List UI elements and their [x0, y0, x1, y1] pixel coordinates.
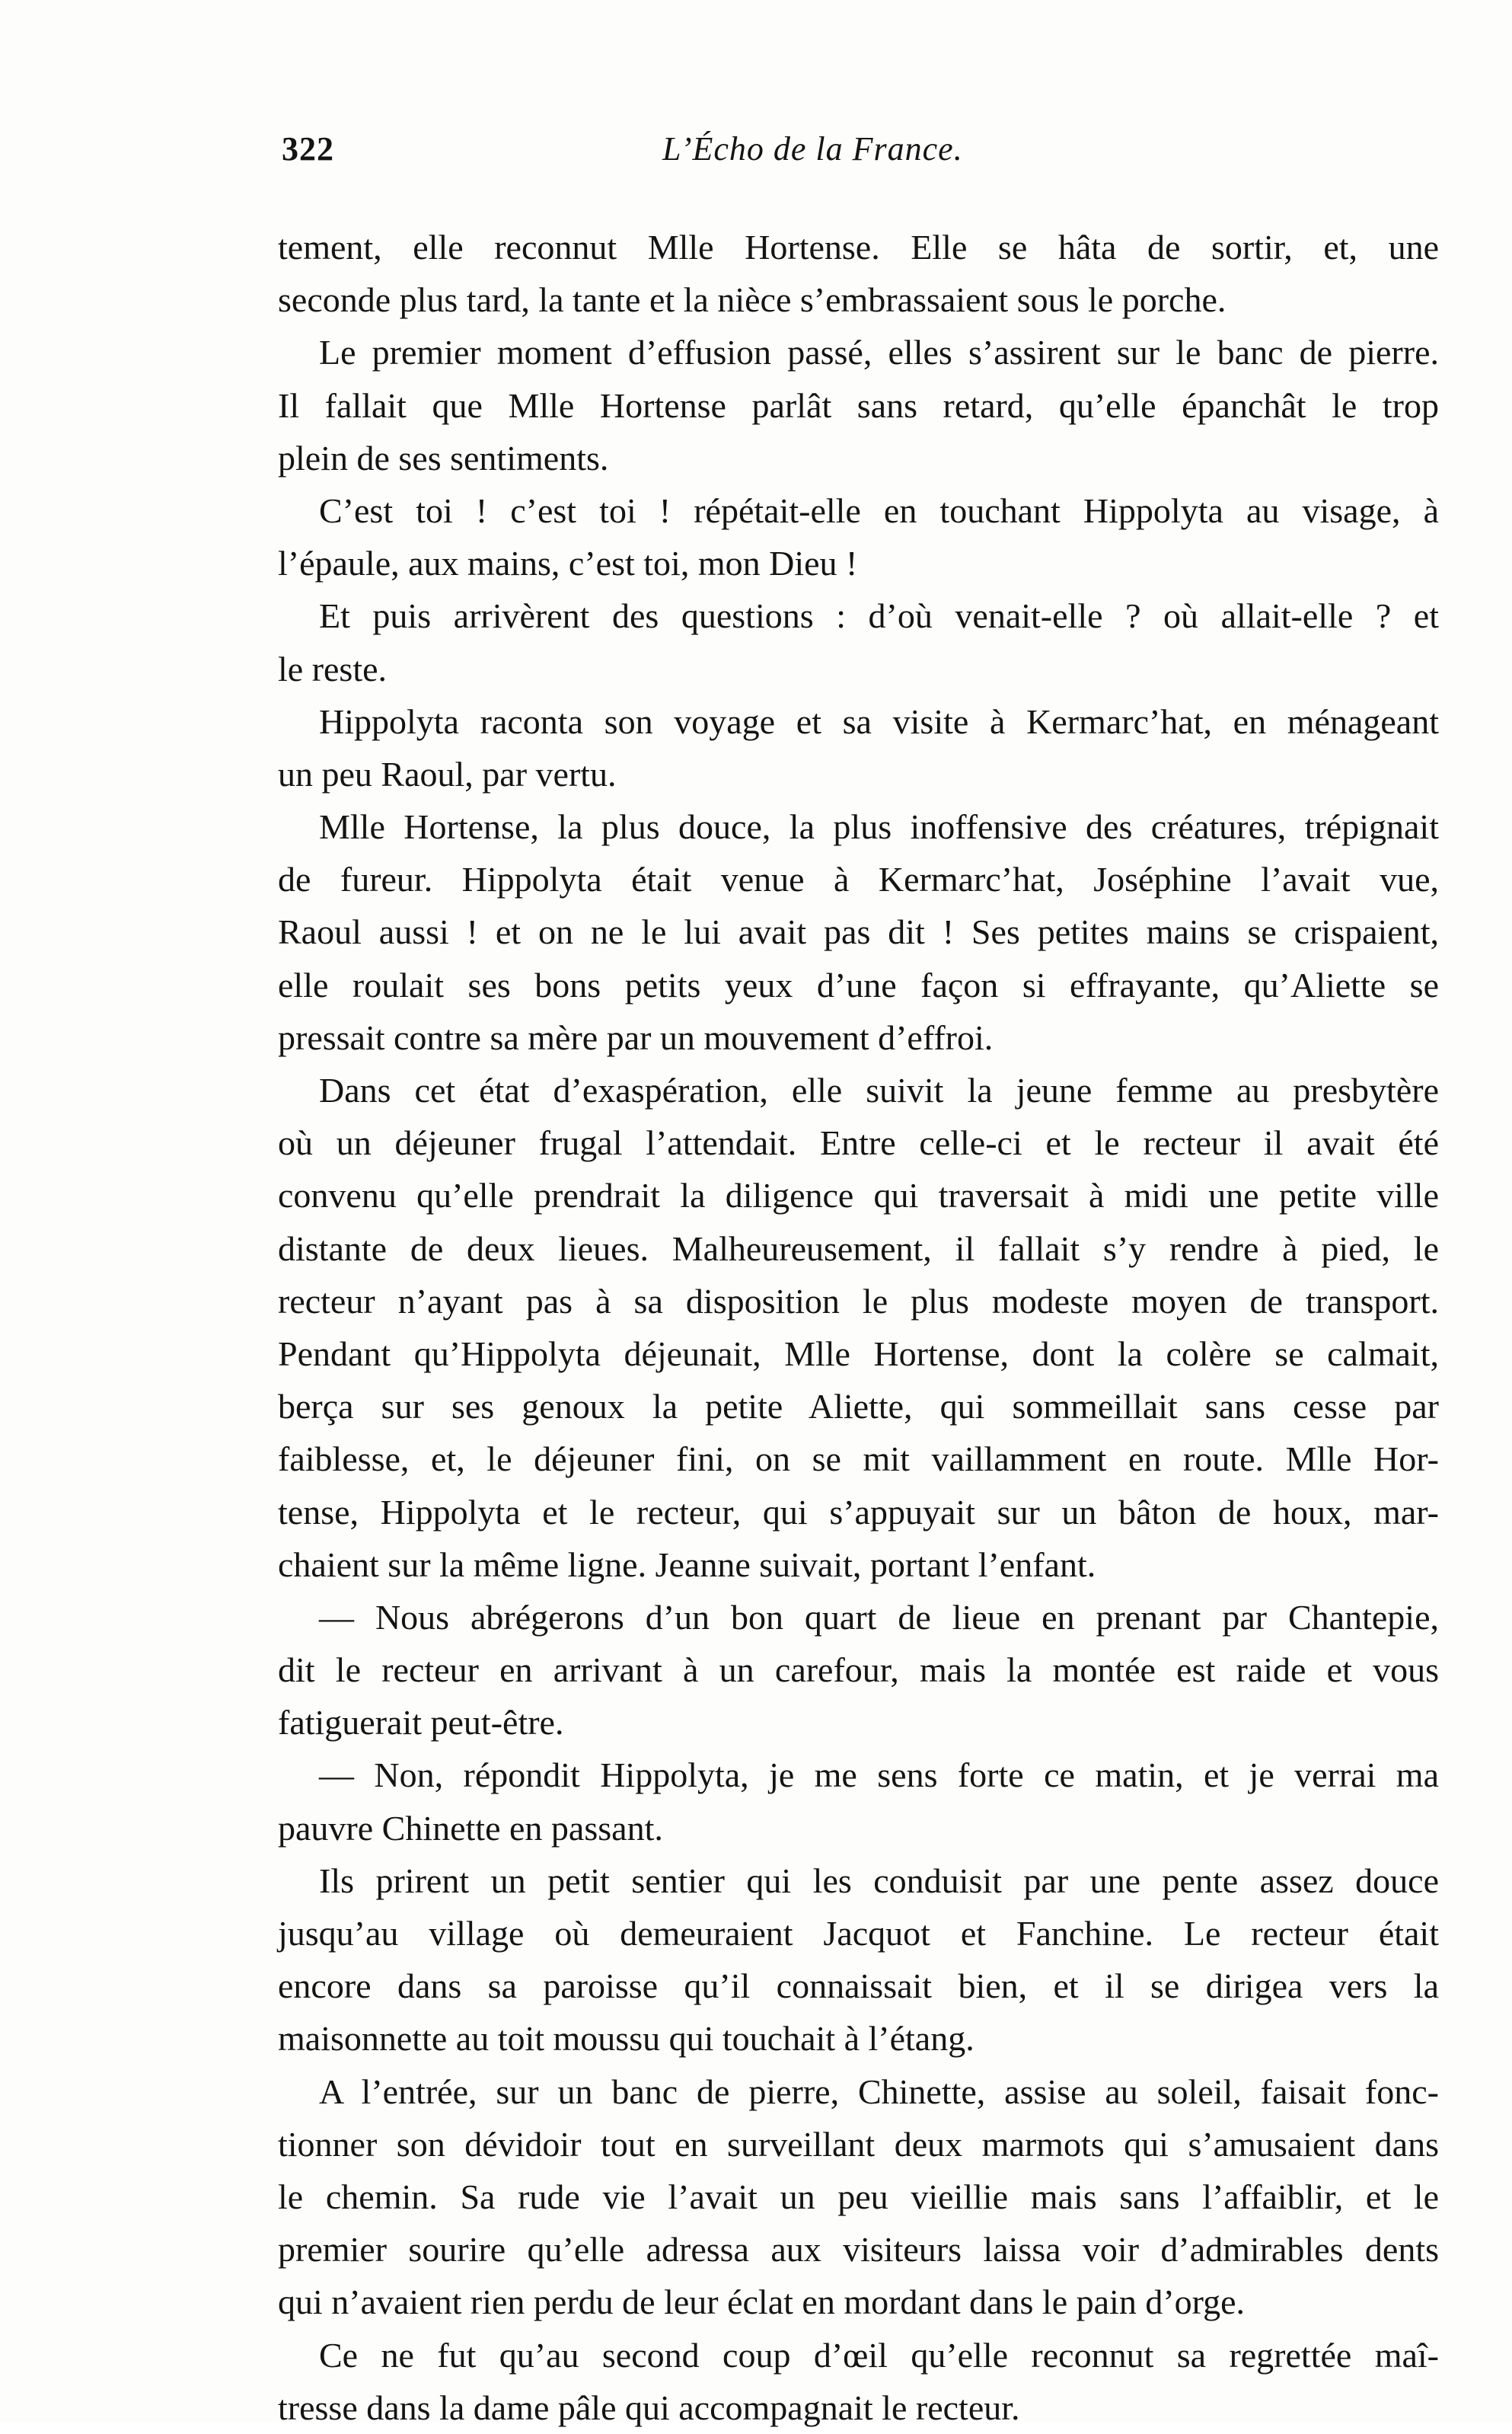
text-line: Le premier moment d’effusion passé, elles s’assirent sur le banc de pierre. — [319, 333, 1439, 372]
text-line: C’est toi ! c’est toi ! répétait-elle en touchant Hippolyta au visage, à — [319, 490, 1439, 530]
text-line: pauvre Chinette en passant. — [278, 1808, 663, 1848]
text-line: premier sourire qu’elle adressa aux visiteurs laissa voir d’admirables dents — [278, 2230, 1439, 2269]
text-line: tement, elle reconnut Mlle Hortense. Elle se hâta de sortir, et, une — [278, 228, 1439, 267]
text-line: encore dans sa paroisse qu’il connaissait bien, et il se dirigea vers la — [278, 1966, 1439, 2006]
text-line: Ce ne fut qu’au second coup d’œil qu’elle reconnut sa regrettée maî- — [319, 2335, 1439, 2375]
text-line: recteur n’ayant pas à sa disposition le plus modeste moyen de transport. — [278, 1281, 1439, 1321]
page-number: 322 — [282, 130, 334, 168]
text-line: elle roulait ses bons petits yeux d’une façon si effrayante, qu’Aliette se — [278, 965, 1439, 1005]
text-line: Il fallait que Mlle Hortense parlât sans retard, qu’elle épanchât le trop — [278, 385, 1439, 425]
text-line: seconde plus tard, la tante et la nièce s’embrassaient sous le porche. — [278, 280, 1227, 320]
text-line: berça sur ses genoux la petite Aliette, qui sommeillait sans cesse par — [278, 1387, 1439, 1426]
text-line: qui n’avaient rien perdu de leur éclat en mordant dans le pain d’orge. — [278, 2282, 1246, 2322]
text-line: Pendant qu’Hippolyta déjeunait, Mlle Hortense, dont la colère se calmait, — [278, 1334, 1439, 1373]
text-line: — Nous abrégerons d’un bon quart de lieue en prenant par Chantepie, — [319, 1597, 1439, 1637]
text-line: Ils prirent un petit sentier qui les conduisit par une pente assez douce — [319, 1861, 1439, 1900]
text-line: Hippolyta raconta son voyage et sa visite à Kermarc’hat, en ménageant — [319, 701, 1439, 741]
text-line: plein de ses sentiments. — [278, 438, 609, 478]
text-line: Dans cet état d’exaspération, elle suivit la jeune femme au presbytère — [319, 1071, 1439, 1110]
text-line: Raoul aussi ! et on ne le lui avait pas dit ! Ses petites mains se crispaient, — [278, 912, 1439, 952]
text-line: — Non, répondit Hippolyta, je me sens forte ce matin, et je verrai ma — [319, 1755, 1439, 1795]
text-line: le reste. — [278, 649, 388, 688]
text-line: tionner son dévidoir tout en surveillant deux marmots qui s’amusaient dans — [278, 2124, 1439, 2164]
text-line: un peu Raoul, par vertu. — [278, 754, 617, 794]
text-line: tresse dans la dame pâle qui accompagnait le recteur. — [278, 2388, 1020, 2427]
text-line: dit le recteur en arrivant à un carefour, mais la montée est raide et vous — [278, 1650, 1439, 1690]
text-line: le chemin. Sa rude vie l’avait un peu vieillie mais sans l’affaiblir, et le — [278, 2177, 1439, 2216]
text-line: où un déjeuner frugal l’attendait. Entre celle-ci et le recteur il avait été — [278, 1123, 1439, 1163]
text-line: faiblesse, et, le déjeuner fini, on se mit vaillamment en route. Mlle Hor- — [278, 1439, 1439, 1479]
body-text — [278, 221, 1439, 2434]
text-line: chaient sur la même ligne. Jeanne suivait, portant l’enfant. — [278, 1544, 1096, 1584]
text-line: convenu qu’elle prendrait la diligence qui traversait à midi une petite ville — [278, 1176, 1439, 1215]
running-title: L’Écho de la France. — [662, 130, 963, 168]
text-line: distante de deux lieues. Malheureusement, il fallait s’y rendre à pied, le — [278, 1228, 1439, 1268]
text-line: A l’entrée, sur un banc de pierre, Chinette, assise au soleil, faisait fonc- — [319, 2071, 1439, 2111]
text-line: l’épaule, aux mains, c’est toi, mon Dieu ! — [278, 544, 858, 583]
text-line: pressait contre sa mère par un mouvement d’effroi. — [278, 1017, 994, 1057]
text-line: Mlle Hortense, la plus douce, la plus inoffensive des créatures, trépignait — [319, 807, 1439, 847]
text-line: fatiguerait peut-être. — [278, 1703, 564, 1742]
text-line: jusqu’au village où demeuraient Jacquot et Fanchine. Le recteur était — [278, 1914, 1439, 1953]
text-line: maisonnette au toit moussu qui touchait à l’étang. — [278, 2019, 975, 2059]
text-line: de fureur. Hippolyta était venue à Kermarc’hat, Joséphine l’avait vue, — [278, 860, 1439, 899]
text-line: Et puis arrivèrent des questions : d’où venait-elle ? où allait-elle ? et — [319, 596, 1439, 636]
page-header — [282, 129, 1058, 183]
text-line: tense, Hippolyta et le recteur, qui s’appuyait sur un bâton de houx, mar- — [278, 1492, 1439, 1532]
